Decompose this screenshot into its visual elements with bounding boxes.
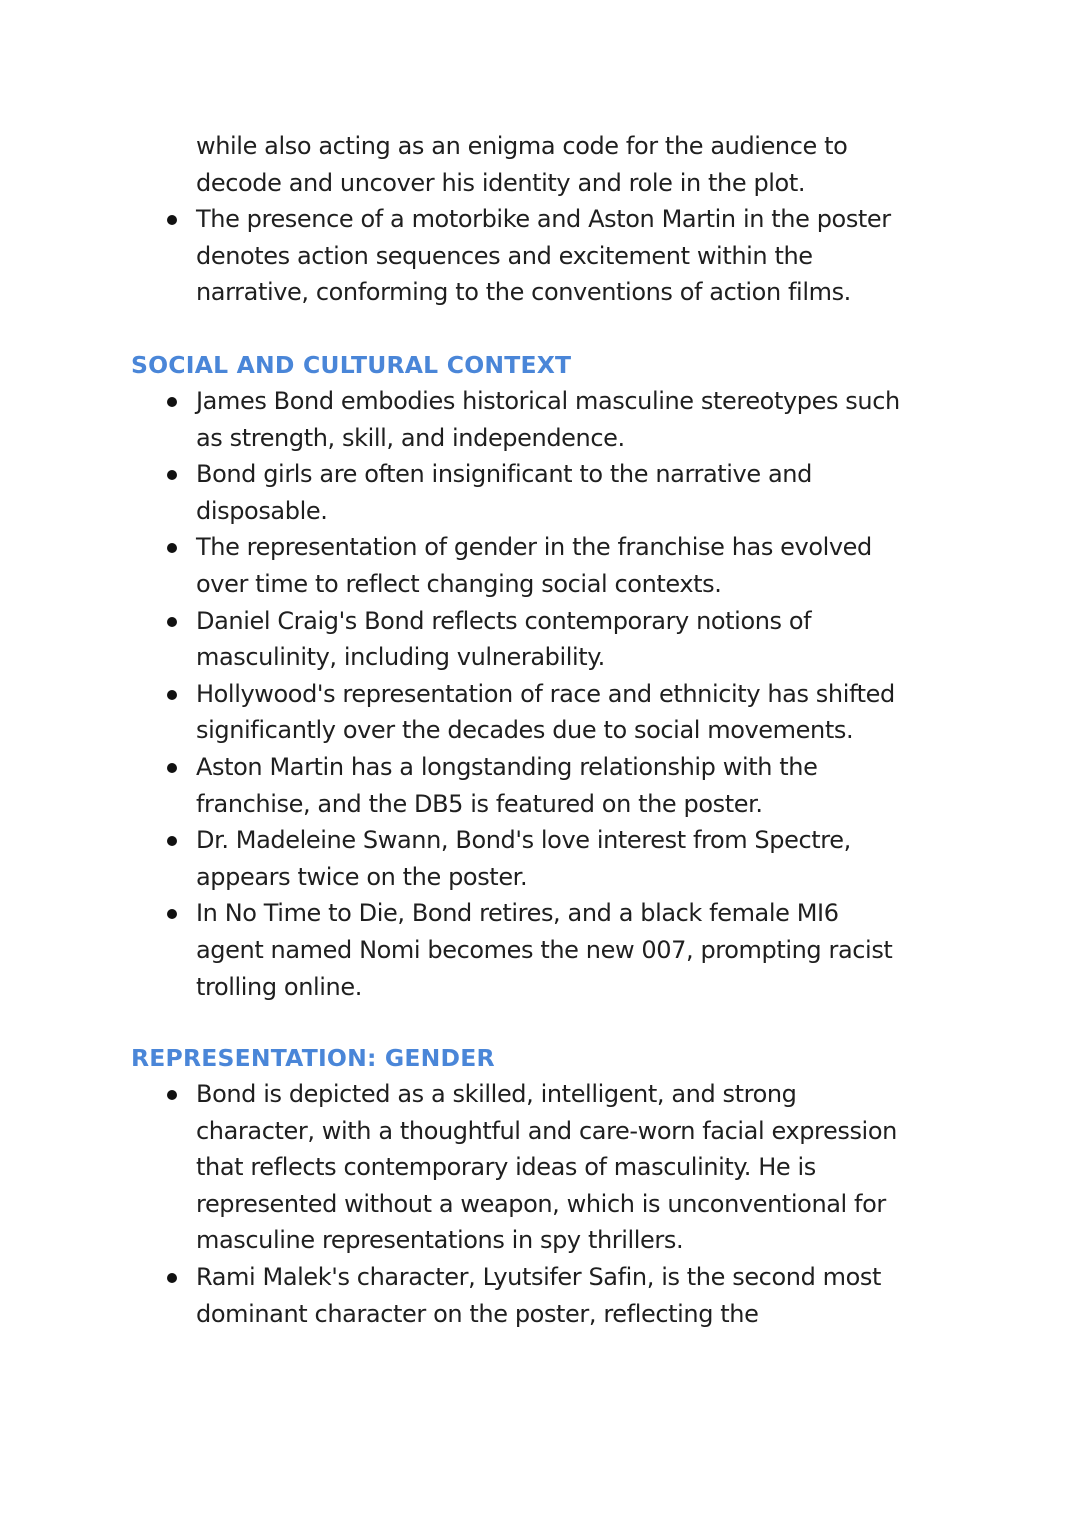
bullet-item: Hollywood's representation of race and ethnicity has shifted significantly over the decades due to social movements. <box>196 676 956 749</box>
bullet-item: Dr. Madeleine Swann, Bond's love interest from Spectre, appears twice on the poster. <box>196 822 956 895</box>
bullet-item: Daniel Craig's Bond reflects contemporary notions of masculinity, including vulnerability. <box>196 603 956 676</box>
continuation-text <box>196 128 956 201</box>
representation-gender-bullet-list <box>196 1076 956 1332</box>
bullet-item: Aston Martin has a longstanding relationship with the franchise, and the DB5 is featured on the poster. <box>196 749 956 822</box>
top-bullet-list <box>196 201 956 311</box>
bullet-item: The representation of gender in the franchise has evolved over time to reflect changing social contexts. <box>196 529 956 602</box>
bullet-item: Bond girls are often insignificant to the narrative and disposable. <box>196 456 956 529</box>
section-heading-representation-gender: REPRESENTATION: GENDER <box>131 1044 495 1072</box>
bullet-item: Rami Malek's character, Lyutsifer Safin, is the second most dominant character on the poster, reflecting the <box>196 1259 956 1332</box>
social-cultural-bullet-list <box>196 383 956 1005</box>
section-heading-social-cultural: SOCIAL AND CULTURAL CONTEXT <box>131 351 572 379</box>
bullet-item: Bond is depicted as a skilled, intelligent, and strong character, with a thoughtful and care-worn facial expression that reflects contemporary ideas of masculinity. He is represented without a weapon, which is unconventional for masculine representations in spy thrillers. <box>196 1076 956 1259</box>
continuation-line: decode and uncover his identity and role in the plot. <box>196 168 806 197</box>
bullet-item: In No Time to Die, Bond retires, and a black female MI6 agent named Nomi becomes the new 007, prompting racist trolling online. <box>196 895 956 1005</box>
continuation-line: while also acting as an enigma code for the audience to <box>196 132 848 160</box>
bullet-item: The presence of a motorbike and Aston Martin in the poster denotes action sequences and excitement within the narrative, conforming to the conventions of action films. <box>196 201 956 311</box>
bullet-item: James Bond embodies historical masculine stereotypes such as strength, skill, and independence. <box>196 383 956 456</box>
